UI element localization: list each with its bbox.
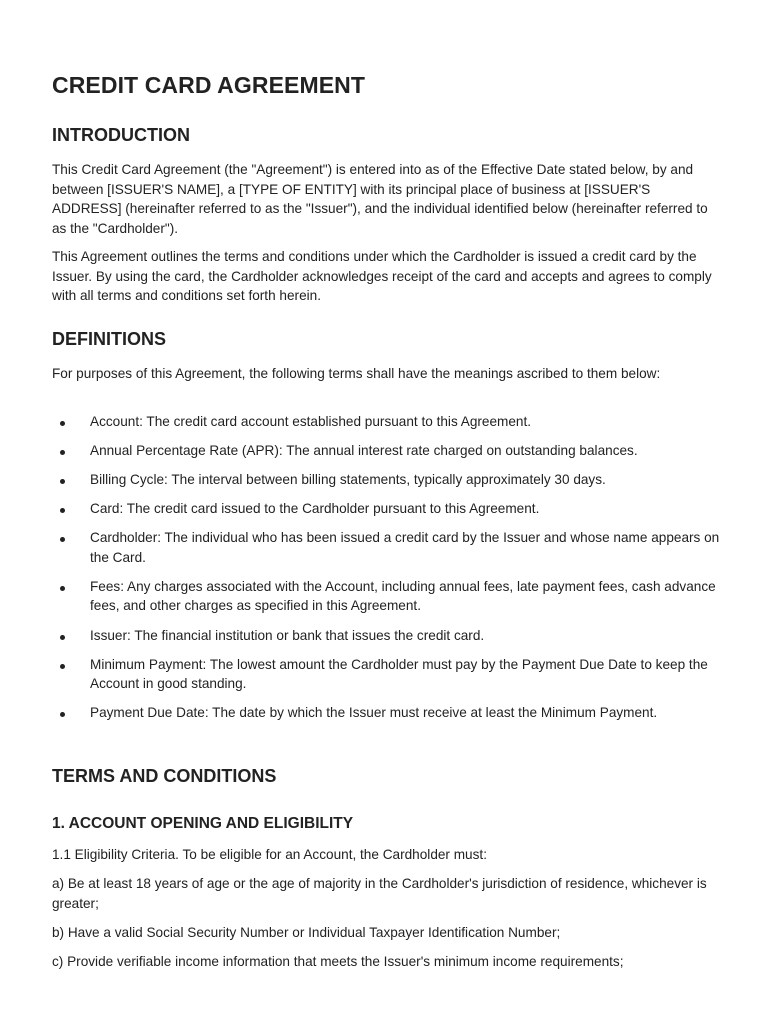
definition-text: Minimum Payment: The lowest amount the Cardholder must pay by the Payment Due Date to keep the Account in good standing. [90,656,708,692]
list-item [52,470,722,490]
list-item [52,499,722,519]
definitions-heading: DEFINITIONS [52,329,167,349]
list-item [52,626,722,646]
bullet-icon [60,664,65,669]
definitions-intro: For purposes of this Agreement, the following terms shall have the meanings ascribed to them below: [52,366,661,381]
section-1-line-1: 1.1 Eligibility Criteria. To be eligible for an Account, the Cardholder must: [52,847,487,862]
definition-text: Fees: Any charges associated with the Account, including annual fees, late payment fees, cash advance fees, and other charges as specified in this Agreement. [90,578,716,614]
definition-text: Annual Percentage Rate (APR): The annual interest rate charged on outstanding balances. [90,443,638,459]
definition-text: Payment Due Date: The date by which the Issuer must receive at least the Minimum Payment. [90,705,658,721]
terms-heading: TERMS AND CONDITIONS [52,766,277,786]
definition-text: Cardholder: The individual who has been issued a credit card by the Issuer and whose name appears on the Card. [90,530,720,565]
definition-text: Account: The credit card account established pursuant to this Agreement. [90,414,532,429]
bullet-icon [60,421,65,426]
list-item [52,577,722,616]
bullet-icon [60,479,65,484]
list-item [52,528,722,567]
section-1-line-b: b) Have a valid Social Security Number or Individual Taxpayer Identification Number; [52,925,561,940]
introduction-heading: INTRODUCTION [52,125,190,145]
section-1-line-a: a) Be at least 18 years of age or the age of majority in the Cardholder's jurisdiction of residence, whichever is greater; [52,876,707,911]
list-item [52,655,722,694]
bullet-icon [60,712,65,717]
introduction-paragraph-1: This Credit Card Agreement (the "Agreement") is entered into as of the Effective Date stated below, by and between [ISSUER'S NAME], a [TYPE OF ENTITY] with its principal place of business at [ISSUER'S ADDRESS] (hereinafter referred to as the "Issuer"), and the individual identified below (hereinafter referred to as the "Cardholder"). [52,162,708,236]
definition-text: Card: The credit card issued to the Cardholder pursuant to this Agreement. [90,501,540,517]
list-item [52,441,722,461]
definitions-list [52,412,722,732]
list-item [52,412,722,432]
section-1-heading: 1. ACCOUNT OPENING AND ELIGIBILITY [52,815,354,832]
list-item [52,703,722,723]
bullet-icon [60,537,65,542]
definition-text: Billing Cycle: The interval between billing statements, typically approximately 30 days. [90,472,606,488]
introduction-paragraph-2: This Agreement outlines the terms and conditions under which the Cardholder is issued a credit card by the Issuer. By using the card, the Cardholder acknowledges receipt of the card and accepts and agrees to comply with all terms and conditions set forth herein. [52,249,712,303]
bullet-icon [60,586,65,591]
section-1-line-c: c) Provide verifiable income information that meets the Issuer's minimum income requirements; [52,954,624,969]
bullet-icon [60,635,65,640]
bullet-icon [60,450,65,455]
document-title: CREDIT CARD AGREEMENT [52,72,366,98]
bullet-icon [60,508,65,513]
definition-text: Issuer: The financial institution or bank that issues the credit card. [90,627,485,643]
